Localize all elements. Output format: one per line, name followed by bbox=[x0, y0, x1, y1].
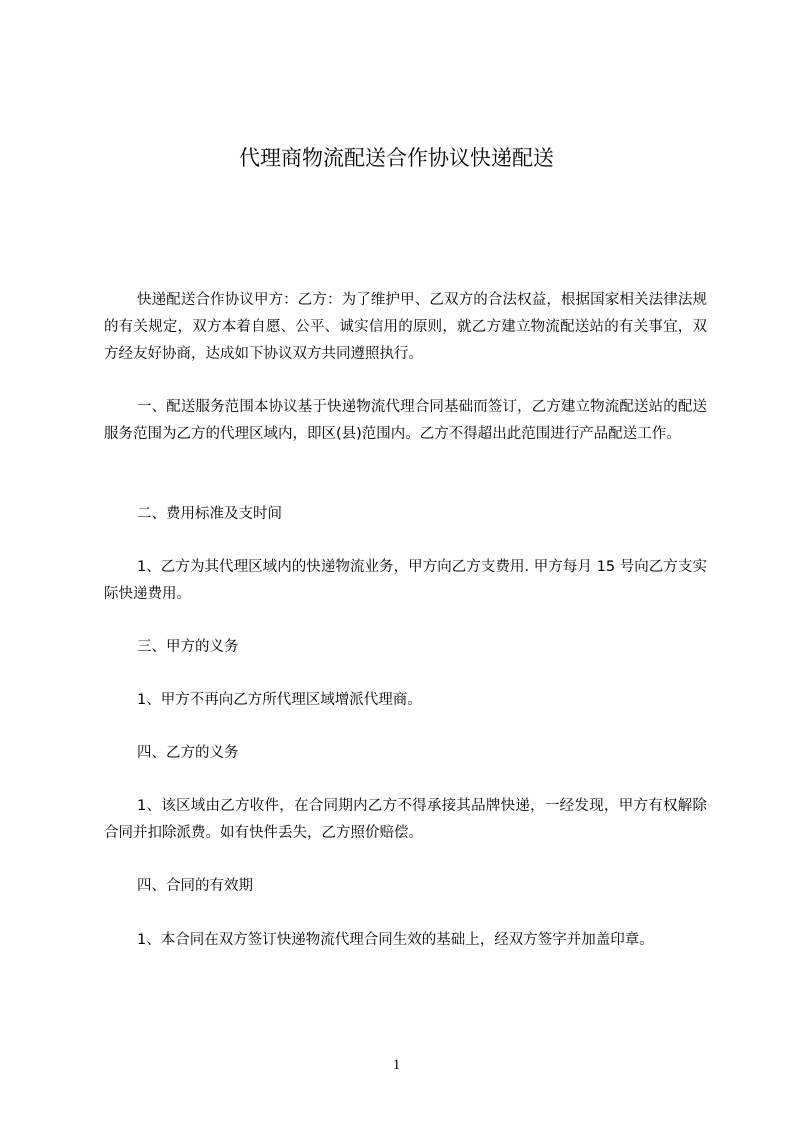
paragraph-fees-item-1: 1、乙方为其代理区域内的快递物流业务，甲方向乙方支费用. 甲方每月 15 号向乙方支实际快递费用。 bbox=[104, 559, 707, 602]
paragraph-party-a-item-1: 1、甲方不再向乙方所代理区域增派代理商。 bbox=[137, 692, 422, 708]
section-heading-validity: 四、合同的有效期 bbox=[137, 878, 253, 894]
paragraph-party-b-item-1: 1、该区域由乙方收件，在合同期内乙方不得承接其品牌快递，一经发现，甲方有权解除合同并扣除派费。如有快件丢失，乙方照价赔偿。 bbox=[104, 798, 707, 841]
section-heading-party-a-obligations: 三、甲方的义务 bbox=[137, 639, 239, 655]
paragraph-intro: 快递配送合作协议甲方：乙方：为了维护甲、乙双方的合法权益，根据国家相关法律法规的有关规定，双方本着自愿、公平、诚实信用的原则，就乙方建立物流配送站的有关事宜，双方经友好协商，达成如下协议双方共同遵照执行。 bbox=[104, 292, 707, 362]
page-number: 1 bbox=[392, 1057, 401, 1073]
paragraph-section-1: 一、配送服务范围本协议基于快递物流代理合同基础而签订，乙方建立物流配送站的配送服务范围为乙方的代理区域内，即区(县)范围内。乙方不得超出此范围进行产品配送工作。 bbox=[104, 399, 707, 442]
section-heading-fees: 二、费用标准及支时间 bbox=[137, 506, 282, 522]
paragraph-validity-item-1: 1、本合同在双方签订快递物流代理合同生效的基础上，经双方签字并加盖印章。 bbox=[137, 932, 654, 948]
document-title: 代理商物流配送合作协议快递配送 bbox=[239, 146, 554, 170]
section-heading-party-b-obligations: 四、乙方的义务 bbox=[137, 745, 239, 761]
